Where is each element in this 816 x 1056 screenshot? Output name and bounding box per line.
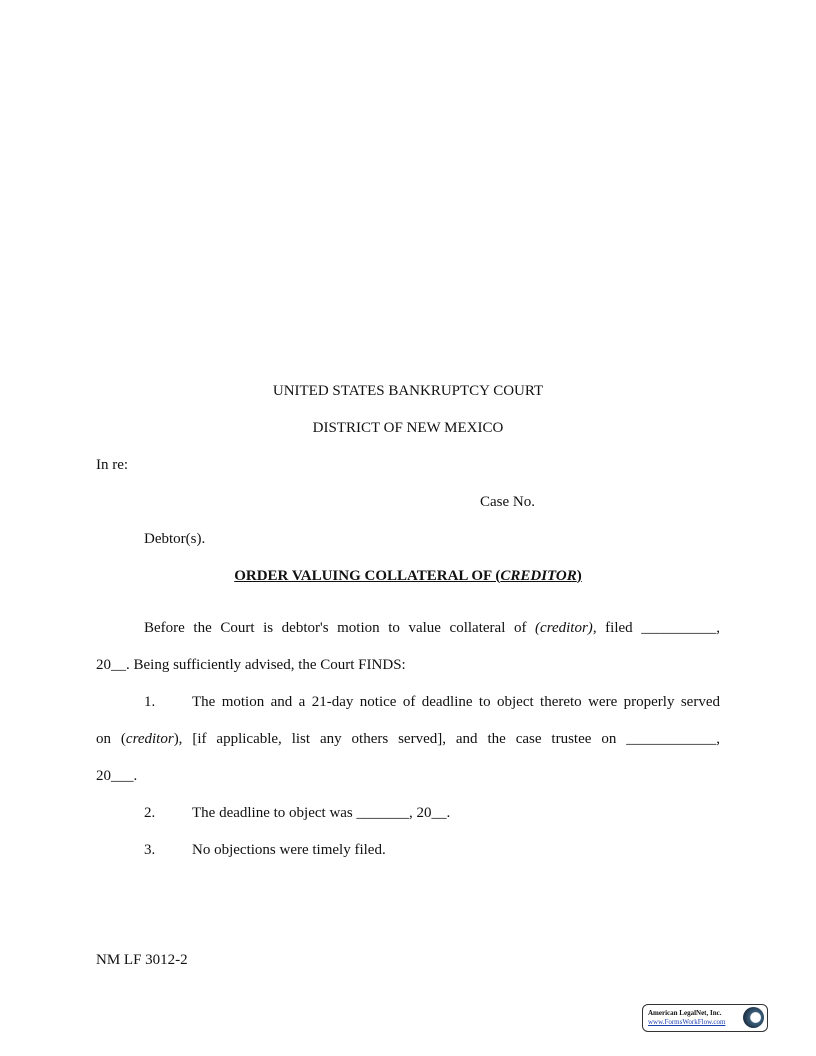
intro-paragraph: Before the Court is debtor's motion to value collateral of (creditor), filed __________, 20__. Being sufficiently advised, the Court FINDS:	[96, 620, 720, 673]
in-re-label: In re:	[96, 457, 129, 473]
district-name: DISTRICT OF NEW MEXICO	[312, 420, 504, 436]
logo-company: American LegalNet, Inc.	[648, 1009, 722, 1017]
finding-2: 2. The deadline to object was _______, 20__.	[144, 805, 451, 821]
case-number-label: Case No.	[480, 494, 535, 510]
globe-icon	[743, 1007, 764, 1028]
debtors-label: Debtor(s).	[144, 531, 206, 547]
court-name: UNITED STATES BANKRUPTCY COURT	[272, 383, 544, 399]
logo-url-link[interactable]: www.FormsWorkFlow.com	[648, 1018, 726, 1026]
form-number: NM LF 3012-2	[96, 952, 188, 968]
finding-3: 3. No objections were timely filed.	[144, 842, 386, 858]
finding-1: 1. The motion and a 21-day notice of deadline to object thereto were properly served on (creditor), [if applicable, list any others served], and the case trustee on ____________, 20___.	[96, 694, 720, 784]
order-title: ORDER VALUING COLLATERAL OF (CREDITOR)	[234, 568, 582, 584]
legalnet-logo[interactable]	[642, 1004, 768, 1032]
